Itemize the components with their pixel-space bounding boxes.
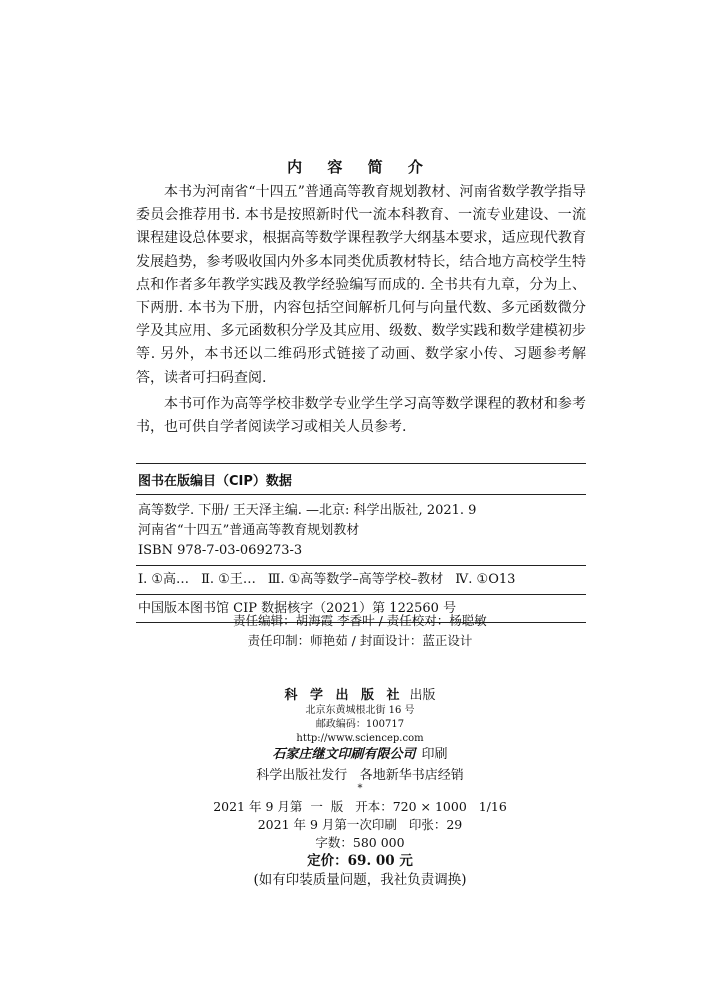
summary-title: 内 容 简 介 [287,158,433,176]
summary-paragraph-1: 本书为河南省“十四五”普通高等教育规划教材、河南省数学教学指导委员会推荐用书. 本书是按照新时代一流本科教育、一流专业建设、一流课程建设总体要求，根据高等数学课程教学大纲基本要求，适应现代教育发展趋势，参考吸收国内外多本同类优质教材特长，结合地方高校学生特点和作者多年教学实践及教学经验编写而成的. 全书共有九章，分为上、下两册. 本书为下册，内容包括空间解析几何与向量代数、多元函数微分学及其应用、多元函数积分学及其应用、级数、数学实践和数学建模初步等. 另外，本书还以二维码形式链接了动画、数学家小传、习题参考解答，读者可扫码查阅. [136,184,586,386]
cip-series-line: 河南省“十四五”普通高等教育规划教材 [138,523,360,538]
print-design-credits: 责任印制：师艳茹 / 封面设计：蓝正设计 [247,633,473,648]
printer-role: 印刷 [421,747,448,762]
edition-line: 2021 年 9 月第 一 版 开本：720 × 1000 1/16 [213,799,507,814]
printer-name: 石家庄继文印刷有限公司 [272,747,416,762]
summary-body [136,181,586,439]
summary-paragraph-2: 本书可作为高等学校非数学专业学生学习高等数学课程的教材和参考书，也可供自学者阅读学习或相关人员参考. [136,395,586,436]
cip-class-4: Ⅳ. ①O13 [455,572,516,587]
cip-class-1: Ⅰ. ①高… [138,572,190,587]
cip-class-2: Ⅱ. ①王… [201,572,256,587]
cip-class-3: Ⅲ. ①高等数学–高等学校–教材 [267,572,444,587]
publisher-logo-text: 科 学 出 版 社 [284,688,404,703]
cip-isbn-line: ISBN 978-7-03-069273-3 [138,543,303,558]
editor-credits: 责任编辑：胡海霞 李香叶 / 责任校对：杨聪敏 [233,613,487,628]
distribution-line: 科学出版社发行 各地新华书店经销 [256,768,464,783]
cip-classification [136,565,586,594]
word-count: 字数：580 000 [315,835,405,850]
publisher-line [0,684,720,703]
publisher-role: 出版 [409,688,436,703]
quality-notice: (如有印装质量问题，我社负责调换) [253,872,467,888]
publisher-address: 北京东黄城根北街 16 号 [305,705,415,716]
cip-heading: 图书在版编目（CIP）数据 [136,464,586,495]
cip-data-box [136,463,586,623]
cip-record [136,495,586,565]
cip-approval-number: 中国版本图书馆 CIP 数据核字（2021）第 122560 号 [136,594,586,622]
publisher-postcode: 邮政编码：100717 [315,719,405,730]
printer-line [0,743,720,762]
printing-line: 2021 年 9 月第一次印刷 印张：29 [257,817,463,832]
cip-title-line: 高等数学. 下册/ 王天泽主编. —北京: 科学出版社, 2021. 9 [138,503,477,518]
separator-star: * [357,783,363,794]
price: 定价：69. 00 元 [307,853,413,869]
publisher-url: http://www.sciencep.com [296,733,424,744]
